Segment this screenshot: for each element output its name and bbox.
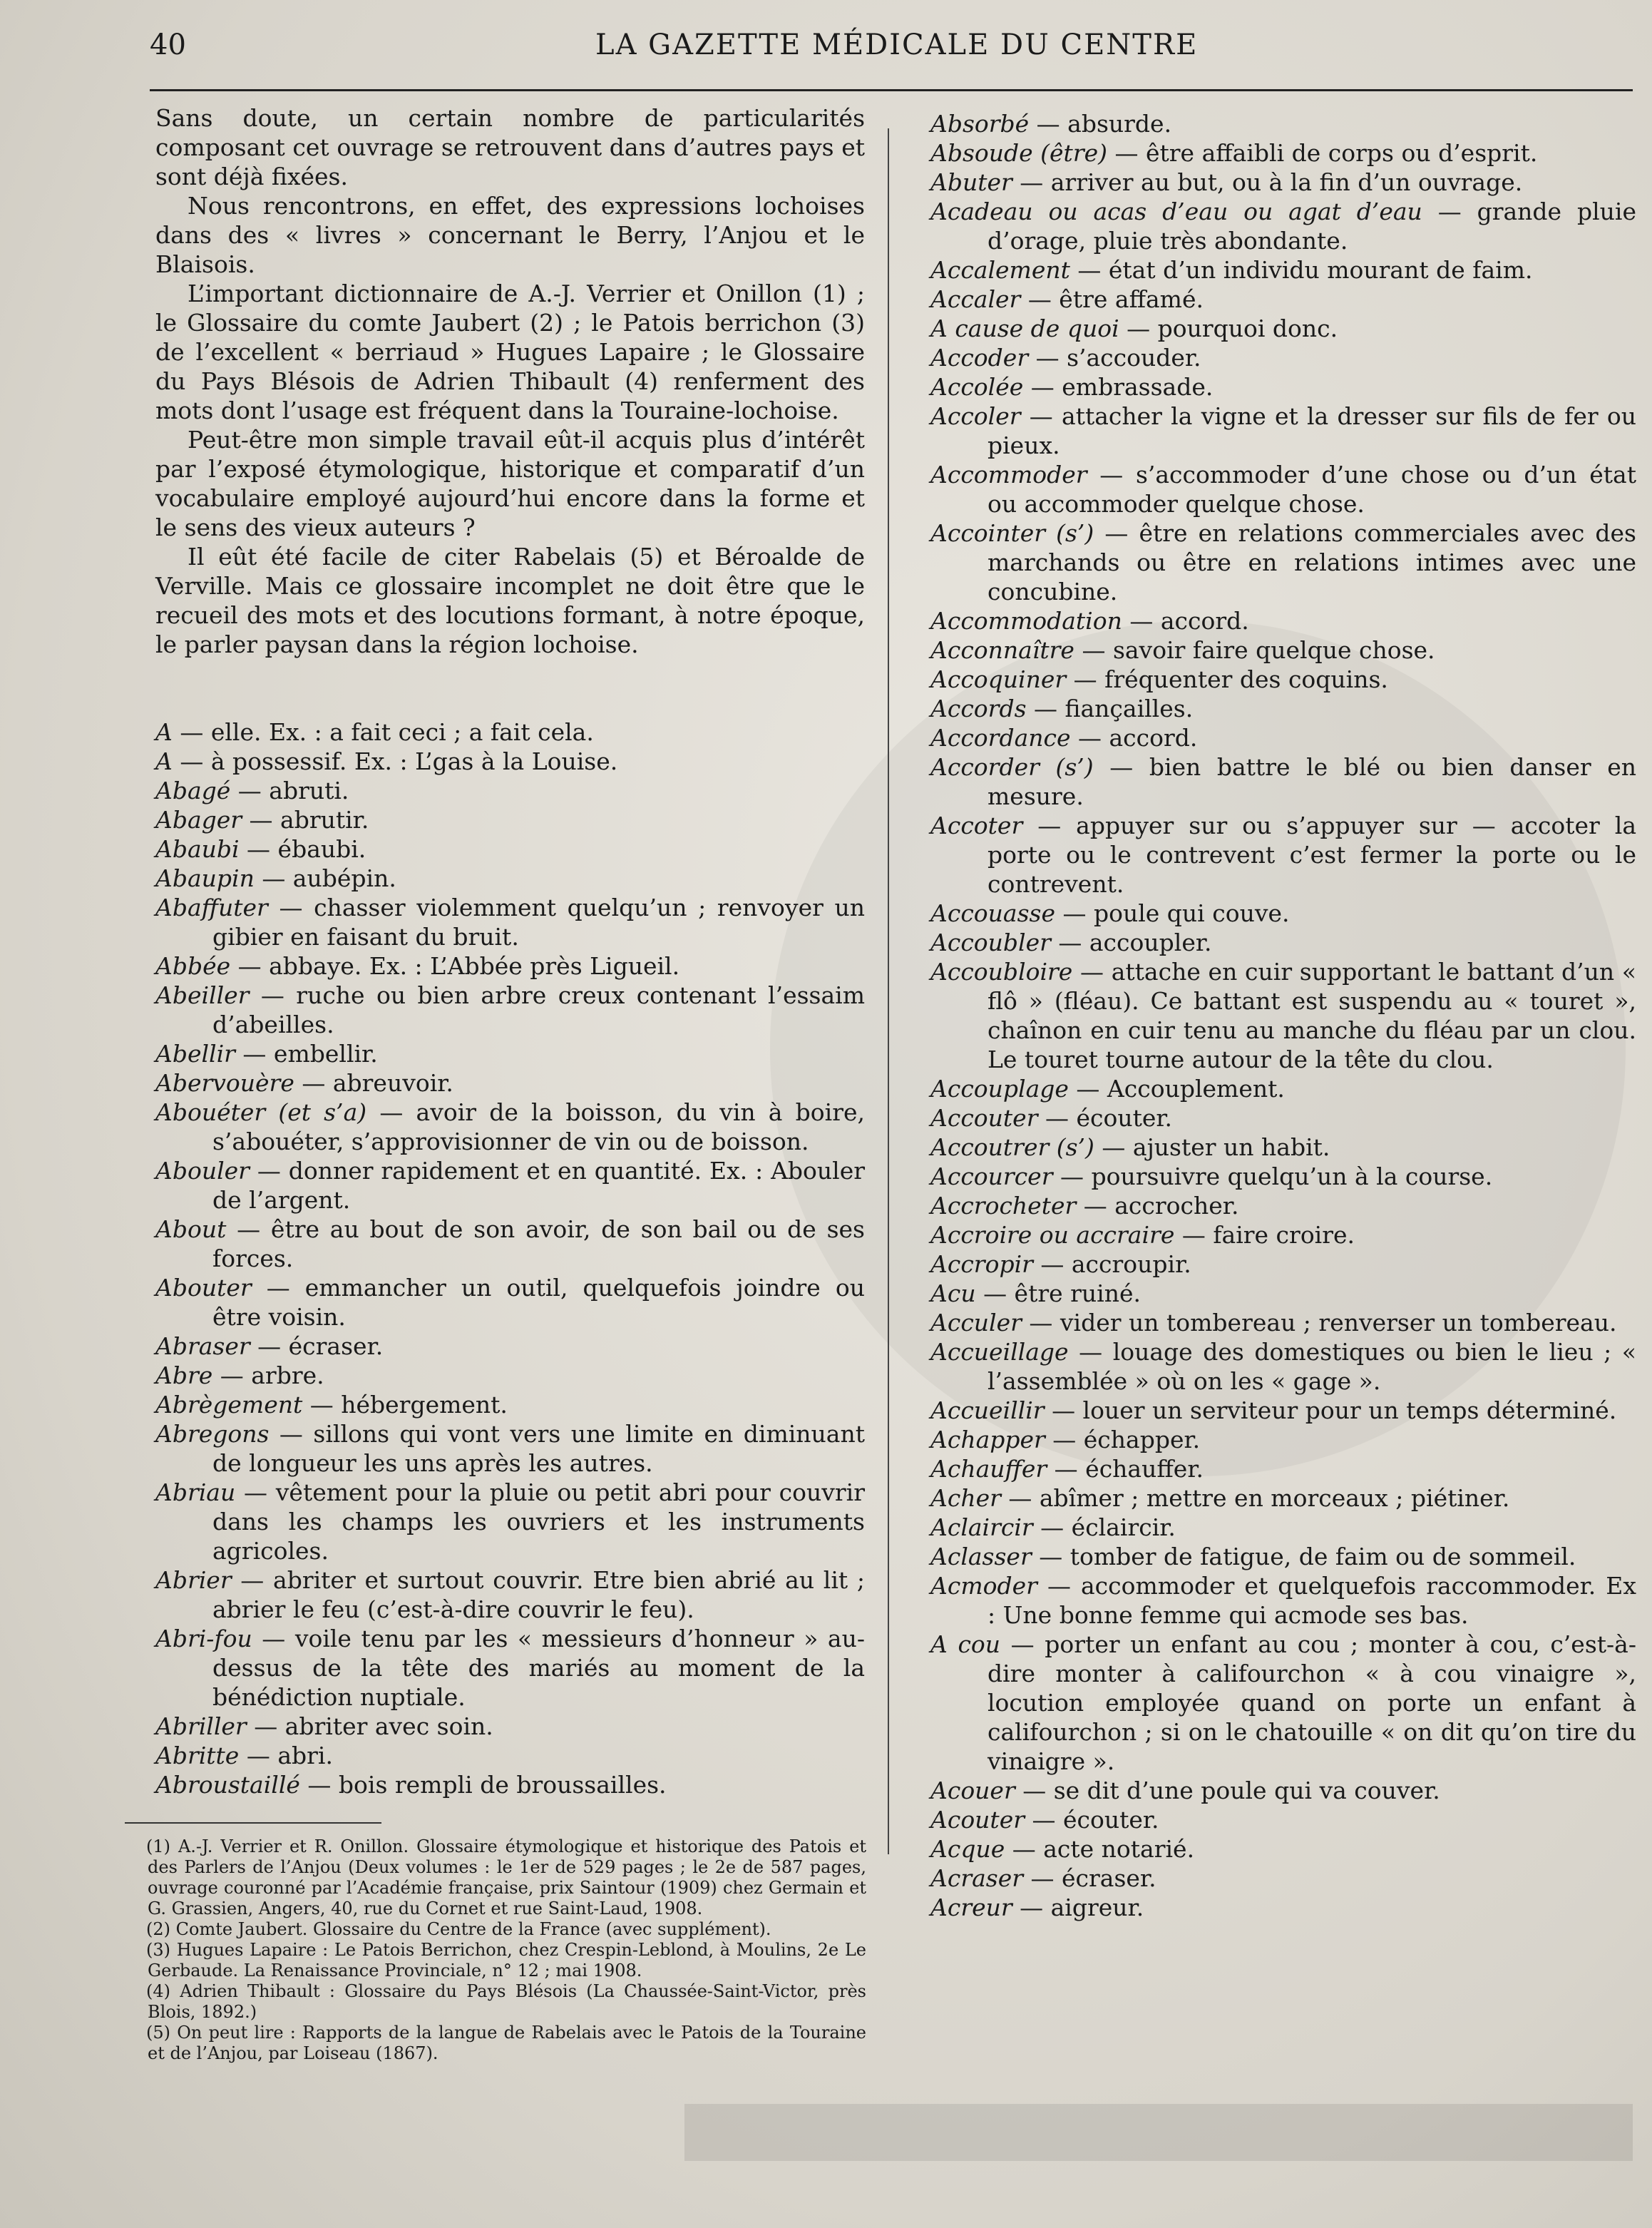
glossary-entry: [930, 1776, 1636, 1805]
entry-term: Abaubi: [155, 835, 240, 863]
entry-definition: — échapper.: [1045, 1426, 1201, 1453]
entry-definition: — appuyer sur ou s’appuyer sur — accoter la porte ou le contrevent c’est fermer la porte ou le contrevent.: [987, 812, 1636, 898]
glossary-entry: [155, 893, 865, 951]
footnote: (2) Comte Jaubert. Glossaire du Centre de la France (avec supplément).: [146, 1919, 771, 1939]
entry-term: Accordance: [930, 724, 1071, 752]
entry-definition: — arriver au but, ou à la fin d’un ouvrage.: [1012, 168, 1523, 196]
entry-term: Abrègement: [155, 1391, 303, 1419]
footnote: (3) Hugues Lapaire : Le Patois Berrichon, chez Crespin-Leblond, à Moulins, 2e Le Gerbaude. La Renaissance Provinciale, n° 12 ; mai 1908.: [146, 1940, 866, 1981]
entry-definition: — abrutir.: [242, 806, 369, 834]
entry-definition: — abriter et surtout couvrir. Etre bien abrié au lit ; abrier le feu (c’est-à-dire couvrir le feu).: [212, 1566, 865, 1623]
entry-term: Accroire ou accraire: [930, 1221, 1175, 1249]
glossary-entry: [930, 957, 1636, 1074]
entry-definition: — attache en cuir supportant le battant d’un « flô » (fléau). Ce battant est suspendu au « touret », chaînon en cuir tenu au manche du fléau par un clou. Le touret tourne autour de la tête du clou.: [987, 958, 1636, 1073]
entry-definition: — abbaye. Ex. : L’Abbée près Ligueil.: [230, 952, 680, 980]
glossary-entry: [155, 1332, 865, 1361]
entry-term: Accalement: [930, 256, 1070, 284]
glossary-entry: [155, 1273, 865, 1332]
entry-term: Abager: [155, 806, 242, 834]
entry-definition: — écouter.: [1025, 1806, 1159, 1834]
entry-term: Aclasser: [930, 1543, 1032, 1570]
glossary-entry: [930, 635, 1636, 665]
entry-definition: — abriter avec soin.: [246, 1712, 493, 1740]
glossary-entry: [155, 1712, 865, 1741]
footnotes: [125, 1836, 866, 2064]
entry-definition: — ajuster un habit.: [1094, 1133, 1330, 1161]
entry-definition: — s’accouder.: [1028, 344, 1201, 372]
entry-definition: — Accouplement.: [1068, 1075, 1285, 1103]
page-number: 40: [150, 29, 186, 61]
entry-definition: — hébergement.: [302, 1391, 508, 1419]
entry-term: Absoude (être): [930, 139, 1107, 167]
entry-definition: — ébaubi.: [239, 835, 366, 863]
glossary-entry: [155, 747, 865, 776]
glossary-entry: [930, 1454, 1636, 1483]
entry-term: Acouter: [930, 1806, 1025, 1834]
right-entry-list: [930, 109, 1636, 1922]
entry-term: Acmoder: [930, 1572, 1037, 1600]
glossary-entry: [155, 981, 865, 1039]
entry-definition: — se dit d’une poule qui va couver.: [1015, 1777, 1440, 1804]
glossary-entry: [930, 928, 1636, 957]
entry-definition: — bien battre le blé ou bien danser en mesure.: [987, 753, 1636, 810]
glossary-entry: [930, 1133, 1636, 1162]
glossary-entry: [930, 752, 1636, 811]
entry-term: Abagé: [155, 777, 231, 804]
entry-term: A cou: [930, 1630, 1001, 1658]
intro-paragraph: Sans doute, un certain nombre de particularités composant cet ouvrage se retrouvent dans d’autres pays et sont déjà fixées.: [155, 104, 865, 190]
glossary-entry: [155, 1390, 865, 1419]
intro-paragraph: Il eût été facile de citer Rabelais (5) et Béroalde de Verville. Mais ce glossaire incomplet ne doit être que le recueil des mots et des locutions formant, à notre époque, le parler paysan dans la région lochoise.: [155, 543, 865, 658]
footnote: (1) A.-J. Verrier et R. Onillon. Glossaire étymologique et historique des Patois et des Parlers de l’Anjou (Deux volumes : le 1er de 529 pages ; le 2e de 587 pages, ouvrage couronné par l’Académie française, prix Saintour (1909) chez Germain et G. Grassien, Angers, 40, rue du Cornet et rue Saint-Laud, 1908.: [146, 1836, 866, 1918]
entry-definition: — vider un tombereau ; renverser un tombereau.: [1021, 1309, 1617, 1337]
entry-term: Aclaircir: [930, 1513, 1033, 1541]
glossary-entry: [930, 1571, 1636, 1630]
left-entry-list: [155, 717, 865, 1799]
entry-definition: — accord.: [1122, 607, 1249, 635]
glossary-entry: [930, 1279, 1636, 1308]
entry-definition: — poursuivre quelqu’un à la course.: [1052, 1162, 1493, 1190]
entry-definition: — accord.: [1070, 724, 1198, 752]
glossary-entry: [930, 899, 1636, 928]
entry-term: Achauffer: [930, 1455, 1047, 1483]
entry-definition: — abri.: [239, 1742, 333, 1769]
entry-definition: — fiançailles.: [1026, 695, 1194, 722]
entry-term: Abre: [155, 1361, 213, 1389]
entry-term: Abbée: [155, 952, 231, 980]
entry-definition: — être ruiné.: [975, 1279, 1141, 1307]
entry-term: Abaupin: [155, 864, 255, 892]
entry-term: Accorder (s’): [930, 753, 1094, 781]
glossary-entry: [930, 694, 1636, 723]
entry-term: Accointer (s’): [930, 519, 1094, 547]
glossary-entry: [930, 1513, 1636, 1542]
entry-term: Accords: [930, 695, 1027, 722]
glossary-entry: [930, 1396, 1636, 1425]
entry-definition: — abreuvoir.: [294, 1069, 453, 1097]
entry-term: Accourcer: [930, 1162, 1053, 1190]
right-column: [930, 109, 1636, 1922]
entry-term: A cause de quoi: [930, 315, 1119, 342]
entry-term: Accropir: [930, 1250, 1033, 1278]
entry-definition: — écouter.: [1037, 1104, 1173, 1132]
entry-definition: — acte notarié.: [1005, 1835, 1195, 1863]
entry-term: Abouéter (et s’a): [155, 1098, 367, 1126]
glossary-entry: [155, 805, 865, 834]
glossary-entry: [155, 1478, 865, 1565]
entry-term: Abrier: [155, 1566, 232, 1594]
entry-definition: — pourquoi donc.: [1119, 315, 1338, 342]
glossary-entry: [930, 460, 1636, 518]
entry-term: Abaffuter: [155, 894, 268, 921]
glossary-entry: [155, 951, 865, 981]
glossary-entry: [155, 1215, 865, 1273]
entry-term: Accoubler: [930, 929, 1051, 956]
glossary-entry: [930, 1337, 1636, 1396]
entry-definition: — échauffer.: [1047, 1455, 1204, 1483]
entry-term: Accueillir: [930, 1396, 1045, 1424]
entry-term: Achapper: [930, 1426, 1045, 1453]
entry-definition: — à possessif. Ex. : L’gas à la Louise.: [172, 747, 618, 775]
glossary-entry: [155, 834, 865, 864]
entry-term: Abri-fou: [155, 1625, 252, 1652]
entry-term: Accolée: [930, 373, 1024, 401]
entry-term: Acreur: [930, 1894, 1012, 1921]
entry-term: Abritte: [155, 1742, 240, 1769]
entry-term: About: [155, 1215, 227, 1243]
glossary-entry: [930, 109, 1636, 138]
entry-definition: — fréquenter des coquins.: [1066, 665, 1388, 693]
glossary-entry: [930, 1103, 1636, 1133]
entry-definition: — abruti.: [230, 777, 349, 804]
intro-paragraph: Peut-être mon simple travail eût-il acquis plus d’intérêt par l’exposé étymologique, historique et comparatif d’un vocabulaire employé aujourd’hui encore dans la forme et le sens des vieux auteurs ?: [155, 426, 865, 541]
intro-paragraph: L’important dictionnaire de A.-J. Verrier et Onillon (1) ; le Glossaire du comte Jaubert (2) ; le Patois berrichon (3) de l’excellent « berriaud » Hugues Lapaire ; le Glossaire du Pays Blésois de Adrien Thibault (4) renferment des mots dont l’usage est fréquent dans la Touraine-lochoise.: [155, 280, 865, 424]
entry-term: Accoutrer (s’): [930, 1133, 1094, 1161]
entry-term: Absorbé: [930, 110, 1030, 138]
entry-term: Abriau: [155, 1478, 236, 1506]
glossary-entry: [930, 1191, 1636, 1220]
glossary-entry: [155, 1419, 865, 1478]
entry-definition: — écraser.: [1023, 1864, 1156, 1892]
entry-term: Accueillage: [930, 1338, 1069, 1366]
entry-term: Abuter: [930, 168, 1012, 196]
glossary-entry: [930, 723, 1636, 752]
entry-definition: — être au bout de son avoir, de son bail ou de ses forces.: [212, 1215, 865, 1272]
entry-term: Acouer: [930, 1777, 1015, 1804]
footnote: (5) On peut lire : Rapports de la langue de Rabelais avec le Patois de la Touraine et de l’Anjou, par Loiseau (1867).: [146, 2023, 866, 2063]
entry-definition: — donner rapidement et en quantité. Ex. : Abouler de l’argent.: [212, 1157, 865, 1214]
glossary-entry: [930, 606, 1636, 635]
bleed-through-band: [684, 2104, 1633, 2161]
glossary-entry: [930, 372, 1636, 402]
glossary-entry: [930, 518, 1636, 606]
entry-definition: — sillons qui vont vers une limite en diminuant de longueur les uns après les autres.: [212, 1420, 865, 1477]
header-rule: [150, 89, 1633, 91]
glossary-entry: [930, 1864, 1636, 1893]
glossary-entry: [155, 1098, 865, 1156]
entry-definition: — absurde.: [1029, 110, 1172, 138]
entry-definition: — bois rempli de broussailles.: [299, 1771, 667, 1799]
glossary-entry: [930, 1483, 1636, 1513]
entry-definition: — état d’un individu mourant de faim.: [1069, 256, 1533, 284]
glossary-entry: [930, 1308, 1636, 1337]
entry-term: Accoler: [930, 402, 1021, 430]
entry-term: Accommodation: [930, 607, 1122, 635]
entry-term: Acher: [930, 1484, 1001, 1512]
entry-term: Accouter: [930, 1104, 1038, 1132]
entry-term: Accoter: [930, 812, 1023, 839]
entry-term: Accrocheter: [930, 1192, 1077, 1220]
column-divider: [888, 128, 889, 1854]
entry-term: Acu: [930, 1279, 976, 1307]
entry-definition: — écraser.: [250, 1332, 384, 1360]
entry-definition: — ruche ou bien arbre creux contenant l’essaim d’abeilles.: [212, 981, 865, 1038]
entry-term: Acculer: [930, 1309, 1022, 1337]
entry-term: Abroustaillé: [155, 1771, 300, 1799]
entry-term: Accommoder: [930, 461, 1087, 489]
entry-definition: — chasser violemment quelqu’un ; renvoyer un gibier en faisant du bruit.: [212, 894, 865, 951]
entry-definition: — savoir faire quelque chose.: [1074, 636, 1435, 664]
entry-definition: — être en relations commerciales avec des marchands ou être en relations intimes avec une concubine.: [987, 519, 1636, 605]
entry-term: Accouplage: [930, 1075, 1069, 1103]
entry-definition: — vêtement pour la pluie ou petit abri pour couvrir dans les champs les ouvriers et les instruments agricoles.: [212, 1478, 865, 1565]
glossary-entry: [155, 717, 865, 747]
glossary-entry: [155, 1361, 865, 1390]
entry-term: A: [155, 718, 173, 746]
entry-definition: — accroupir.: [1032, 1250, 1191, 1278]
glossary-entry: [930, 1893, 1636, 1922]
entry-definition: — aubépin.: [254, 864, 396, 892]
glossary-entry: [155, 1156, 865, 1215]
glossary-entry: [155, 1624, 865, 1712]
glossary-entry: [930, 402, 1636, 460]
entry-term: Abraser: [155, 1332, 250, 1360]
entry-term: Abervouère: [155, 1069, 294, 1097]
entry-term: Accoquiner: [930, 665, 1067, 693]
glossary-entry: [930, 1542, 1636, 1571]
entry-definition: — embrassade.: [1023, 373, 1214, 401]
entry-definition: — aigreur.: [1012, 1894, 1144, 1921]
glossary-entry: [930, 255, 1636, 285]
entry-definition: — éclaircir.: [1032, 1513, 1176, 1541]
glossary-entry: [930, 1162, 1636, 1191]
entry-definition: — accoupler.: [1050, 929, 1212, 956]
entry-term: Abregons: [155, 1420, 270, 1448]
entry-term: Abriller: [155, 1712, 247, 1740]
entry-definition: — accrocher.: [1076, 1192, 1239, 1220]
entry-definition: — porter un enfant au cou ; monter à cou, c’est-à-dire monter à califourchon « à cou vinaigre », locution employée quand on porte un enfant à califourchon ; si on le chatouille « on dit qu’on tire du vinaigre ».: [987, 1630, 1636, 1775]
section-spacer: [155, 659, 865, 717]
entry-definition: — s’accommoder d’une chose ou d’un état ou accommoder quelque chose.: [987, 461, 1636, 518]
entry-definition: — voile tenu par les « messieurs d’honneur » au-dessus de la tête des mariés au moment de la bénédiction nuptiale.: [212, 1625, 865, 1711]
entry-definition: — louer un serviteur pour un temps déterminé.: [1044, 1396, 1617, 1424]
entry-definition: — poule qui couve.: [1055, 899, 1290, 927]
footnote: (4) Adrien Thibault : Glossaire du Pays Blésois (La Chaussée-Saint-Victor, près Blois, 1892.): [146, 1981, 866, 2022]
entry-definition: — elle. Ex. : a fait ceci ; a fait cela.: [172, 718, 594, 746]
entry-definition: — tomber de fatigue, de faim ou de sommeil.: [1031, 1543, 1576, 1570]
glossary-entry: [930, 1425, 1636, 1454]
glossary-entry: [930, 285, 1636, 314]
glossary-entry: [930, 197, 1636, 255]
glossary-entry: [930, 1805, 1636, 1834]
entry-term: Abeiller: [155, 981, 250, 1009]
entry-term: Acque: [930, 1835, 1005, 1863]
entry-definition: — avoir de la boisson, du vin à boire, s’abouéter, s’approvisionner de vin ou de boisson.: [212, 1098, 865, 1155]
entry-term: A: [155, 747, 173, 775]
glossary-entry: [930, 1074, 1636, 1103]
glossary-entry: [930, 138, 1636, 168]
glossary-entry: [930, 665, 1636, 694]
entry-definition: — abîmer ; mettre en morceaux ; piétiner.: [1000, 1484, 1510, 1512]
entry-definition: — embellir.: [235, 1040, 378, 1068]
glossary-entry: [155, 776, 865, 805]
entry-definition: — louage des domestiques ou bien le lieu ; « l’assemblée » où on les « gage ».: [987, 1338, 1636, 1395]
glossary-entry: [155, 1741, 865, 1770]
intro-paragraph: Nous rencontrons, en effet, des expressions lochoises dans des « livres » concernant le Berry, l’Anjou et le Blaisois.: [155, 192, 865, 278]
glossary-entry: [930, 1834, 1636, 1864]
glossary-entry: [930, 811, 1636, 899]
page-header: [150, 29, 1633, 71]
entry-term: Abellir: [155, 1040, 235, 1068]
entry-term: Accoder: [930, 344, 1029, 372]
glossary-entry: [155, 1565, 865, 1624]
entry-term: Accoubloire: [930, 958, 1073, 986]
glossary-entry: [930, 1250, 1636, 1279]
entry-definition: — arbre.: [212, 1361, 324, 1389]
entry-definition: — accommoder et quelquefois raccommoder. Ex : Une bonne femme qui acmode ses bas.: [987, 1572, 1636, 1629]
entry-definition: — être affamé.: [1020, 285, 1204, 313]
glossary-entry: [930, 1630, 1636, 1776]
entry-term: Acadeau ou acas d’eau ou agat d’eau: [930, 198, 1422, 225]
glossary-entry: [930, 314, 1636, 343]
entry-term: Acraser: [930, 1864, 1024, 1892]
entry-definition: — emmancher un outil, quelquefois joindre ou être voisin.: [212, 1274, 865, 1331]
journal-title: LA GAZETTE MÉDICALE DU CENTRE: [595, 29, 1199, 61]
glossary-entry: [155, 1039, 865, 1068]
entry-term: Acconnaître: [930, 636, 1074, 664]
entry-term: Accaler: [930, 285, 1021, 313]
glossary-entry: [155, 864, 865, 893]
left-column: [155, 103, 865, 1799]
glossary-entry: [930, 343, 1636, 372]
glossary-entry: [930, 1220, 1636, 1250]
entry-term: Abouler: [155, 1157, 250, 1185]
entry-definition: — être affaibli de corps ou d’esprit.: [1107, 139, 1538, 167]
entry-definition: — attacher la vigne et la dresser sur fils de fer ou pieux.: [987, 402, 1636, 459]
entry-definition: — faire croire.: [1174, 1221, 1355, 1249]
glossary-entry: [930, 168, 1636, 197]
entry-term: Accouasse: [930, 899, 1055, 927]
glossary-entry: [155, 1770, 865, 1799]
entry-term: Abouter: [155, 1274, 252, 1302]
entry-definition: — grande pluie d’orage, pluie très abondante.: [987, 198, 1636, 255]
footnote-rule: [125, 1822, 381, 1824]
glossary-entry: [155, 1068, 865, 1098]
